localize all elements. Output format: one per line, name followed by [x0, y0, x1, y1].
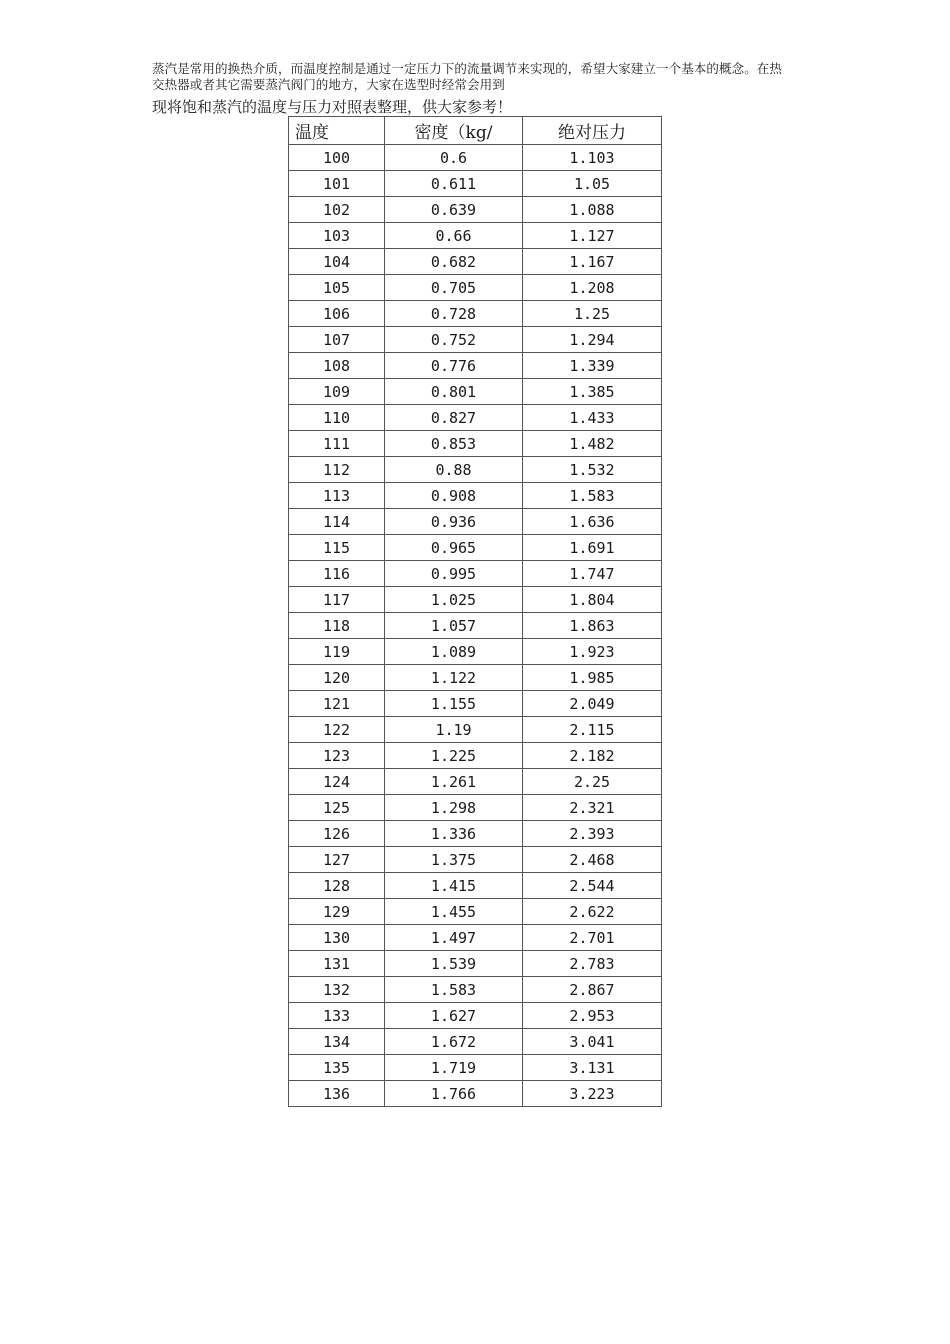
temperature-cell: 119: [289, 639, 385, 665]
pressure-cell: 2.321: [523, 795, 662, 821]
density-cell: 0.88: [385, 457, 523, 483]
temperature-cell: 130: [289, 925, 385, 951]
table-lead-sentence: 现将饱和蒸汽的温度与压力对照表整理，供大家参考！: [152, 98, 513, 116]
pressure-cell: 2.867: [523, 977, 662, 1003]
density-cell: 0.776: [385, 353, 523, 379]
pressure-cell: 1.804: [523, 587, 662, 613]
density-cell: 1.375: [385, 847, 523, 873]
temperature-cell: 122: [289, 717, 385, 743]
temperature-cell: 127: [289, 847, 385, 873]
pressure-cell: 2.468: [523, 847, 662, 873]
pressure-cell: 2.953: [523, 1003, 662, 1029]
temperature-cell: 114: [289, 509, 385, 535]
density-cell: 0.639: [385, 197, 523, 223]
pressure-cell: 1.636: [523, 509, 662, 535]
temperature-cell: 121: [289, 691, 385, 717]
table-row: [289, 535, 662, 561]
intro-line-2: 交热器或者其它需要蒸汽阀门的地方，大家在选型时经常会用到: [152, 76, 505, 92]
table-row: [289, 925, 662, 951]
table-row: [289, 951, 662, 977]
density-cell: 1.225: [385, 743, 523, 769]
temperature-cell: 136: [289, 1081, 385, 1107]
density-cell: 0.936: [385, 509, 523, 535]
table-row: [289, 249, 662, 275]
table-row: [289, 639, 662, 665]
pressure-cell: 2.622: [523, 899, 662, 925]
pressure-cell: 3.131: [523, 1055, 662, 1081]
temperature-cell: 105: [289, 275, 385, 301]
table-body: [289, 145, 662, 1107]
density-cell: 0.752: [385, 327, 523, 353]
table-row: [289, 899, 662, 925]
pressure-cell: 1.385: [523, 379, 662, 405]
pressure-cell: 1.167: [523, 249, 662, 275]
table-header-row: [289, 117, 662, 145]
density-cell: 0.728: [385, 301, 523, 327]
density-cell: 1.627: [385, 1003, 523, 1029]
header-temperature: 温度: [289, 117, 385, 145]
table-row: [289, 327, 662, 353]
density-cell: 1.261: [385, 769, 523, 795]
temperature-cell: 134: [289, 1029, 385, 1055]
density-cell: 0.853: [385, 431, 523, 457]
steam-pressure-table: [288, 116, 662, 1107]
density-cell: 0.705: [385, 275, 523, 301]
temperature-cell: 109: [289, 379, 385, 405]
pressure-cell: 1.747: [523, 561, 662, 587]
density-cell: 1.057: [385, 613, 523, 639]
temperature-cell: 128: [289, 873, 385, 899]
temperature-cell: 102: [289, 197, 385, 223]
temperature-cell: 123: [289, 743, 385, 769]
density-cell: 0.908: [385, 483, 523, 509]
density-cell: 0.801: [385, 379, 523, 405]
temperature-cell: 132: [289, 977, 385, 1003]
temperature-cell: 106: [289, 301, 385, 327]
density-cell: 0.66: [385, 223, 523, 249]
pressure-cell: 1.088: [523, 197, 662, 223]
pressure-cell: 1.691: [523, 535, 662, 561]
density-cell: 0.827: [385, 405, 523, 431]
density-cell: 1.155: [385, 691, 523, 717]
table-row: [289, 743, 662, 769]
density-cell: 0.6: [385, 145, 523, 171]
temperature-cell: 110: [289, 405, 385, 431]
table-row: [289, 795, 662, 821]
pressure-cell: 1.863: [523, 613, 662, 639]
table-row: [289, 821, 662, 847]
density-cell: 0.682: [385, 249, 523, 275]
temperature-cell: 112: [289, 457, 385, 483]
temperature-cell: 103: [289, 223, 385, 249]
density-cell: 1.025: [385, 587, 523, 613]
pressure-cell: 3.223: [523, 1081, 662, 1107]
table-row: [289, 587, 662, 613]
temperature-cell: 117: [289, 587, 385, 613]
density-cell: 1.415: [385, 873, 523, 899]
table-row: [289, 1055, 662, 1081]
table-row: [289, 197, 662, 223]
pressure-cell: 3.041: [523, 1029, 662, 1055]
table-row: [289, 223, 662, 249]
density-cell: 1.583: [385, 977, 523, 1003]
density-cell: 0.965: [385, 535, 523, 561]
pressure-cell: 1.127: [523, 223, 662, 249]
pressure-cell: 2.544: [523, 873, 662, 899]
density-cell: 1.455: [385, 899, 523, 925]
temperature-cell: 113: [289, 483, 385, 509]
table-row: [289, 665, 662, 691]
table-row: [289, 717, 662, 743]
pressure-cell: 2.393: [523, 821, 662, 847]
density-cell: 1.122: [385, 665, 523, 691]
pressure-cell: 1.05: [523, 171, 662, 197]
table-row: [289, 379, 662, 405]
table-row: [289, 145, 662, 171]
pressure-cell: 1.433: [523, 405, 662, 431]
temperature-cell: 108: [289, 353, 385, 379]
temperature-cell: 135: [289, 1055, 385, 1081]
table-row: [289, 483, 662, 509]
density-cell: 1.497: [385, 925, 523, 951]
table-row: [289, 691, 662, 717]
pressure-cell: 2.783: [523, 951, 662, 977]
table-row: [289, 275, 662, 301]
pressure-cell: 1.103: [523, 145, 662, 171]
pressure-cell: 1.583: [523, 483, 662, 509]
temperature-cell: 104: [289, 249, 385, 275]
pressure-cell: 2.049: [523, 691, 662, 717]
table-row: [289, 509, 662, 535]
density-cell: 1.298: [385, 795, 523, 821]
table-row: [289, 431, 662, 457]
temperature-cell: 100: [289, 145, 385, 171]
temperature-cell: 115: [289, 535, 385, 561]
temperature-cell: 101: [289, 171, 385, 197]
density-cell: 1.672: [385, 1029, 523, 1055]
density-cell: 1.089: [385, 639, 523, 665]
temperature-cell: 126: [289, 821, 385, 847]
pressure-cell: 1.482: [523, 431, 662, 457]
temperature-cell: 118: [289, 613, 385, 639]
intro-line-1: 蒸汽是常用的换热介质，而温度控制是通过一定压力下的流量调节来实现的，希望大家建立一个基本的概念。在热: [152, 61, 783, 76]
pressure-cell: 2.182: [523, 743, 662, 769]
table-row: [289, 873, 662, 899]
table-row: [289, 1029, 662, 1055]
density-cell: 1.766: [385, 1081, 523, 1107]
density-cell: 1.19: [385, 717, 523, 743]
pressure-cell: 1.532: [523, 457, 662, 483]
temperature-cell: 131: [289, 951, 385, 977]
pressure-cell: 1.25: [523, 301, 662, 327]
temperature-cell: 125: [289, 795, 385, 821]
table-row: [289, 561, 662, 587]
table-row: [289, 301, 662, 327]
table-row: [289, 405, 662, 431]
temperature-cell: 133: [289, 1003, 385, 1029]
density-cell: 1.336: [385, 821, 523, 847]
density-cell: 1.539: [385, 951, 523, 977]
temperature-cell: 111: [289, 431, 385, 457]
pressure-cell: 2.25: [523, 769, 662, 795]
table-row: [289, 1003, 662, 1029]
pressure-cell: 1.339: [523, 353, 662, 379]
pressure-cell: 1.294: [523, 327, 662, 353]
temperature-cell: 116: [289, 561, 385, 587]
density-cell: 0.611: [385, 171, 523, 197]
table-row: [289, 171, 662, 197]
pressure-cell: 2.115: [523, 717, 662, 743]
header-absolute-pressure: 绝对压力: [523, 117, 662, 145]
density-cell: 1.719: [385, 1055, 523, 1081]
table-row: [289, 353, 662, 379]
table-row: [289, 613, 662, 639]
table-row: [289, 769, 662, 795]
table-row: [289, 977, 662, 1003]
temperature-cell: 124: [289, 769, 385, 795]
header-density: 密度（kg/: [385, 117, 523, 145]
table-row: [289, 1081, 662, 1107]
temperature-cell: 107: [289, 327, 385, 353]
pressure-cell: 1.923: [523, 639, 662, 665]
temperature-cell: 120: [289, 665, 385, 691]
table-row: [289, 457, 662, 483]
temperature-cell: 129: [289, 899, 385, 925]
pressure-cell: 2.701: [523, 925, 662, 951]
pressure-cell: 1.985: [523, 665, 662, 691]
pressure-cell: 1.208: [523, 275, 662, 301]
table-row: [289, 847, 662, 873]
intro-paragraph: [152, 61, 802, 92]
density-cell: 0.995: [385, 561, 523, 587]
